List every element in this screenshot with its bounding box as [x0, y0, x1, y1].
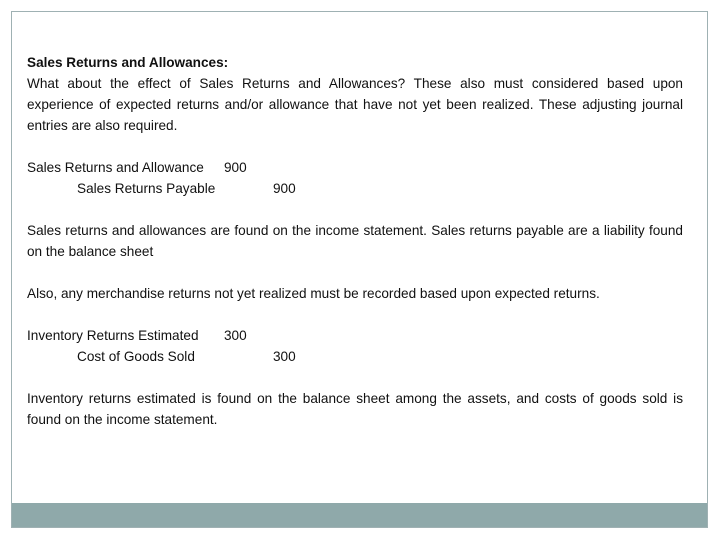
intro-paragraph: What about the effect of Sales Returns and Allowances? These also must considered based upon experience of expected returns and/or allowance that have not yet been realized. These adjusting journal entries are also required. [27, 76, 683, 133]
credit-account: Cost of Goods Sold [77, 349, 195, 364]
balance-paragraph: Sales returns and allowances are found on the income statement. Sales returns payable are a liability found on the balance sheet [27, 223, 683, 259]
inventory-paragraph: Inventory returns estimated is found on the balance sheet among the assets, and costs of goods sold is found on the income statement. [27, 391, 683, 427]
slide-content [27, 52, 683, 430]
debit-amount: 900 [224, 160, 247, 175]
credit-amount: 900 [273, 181, 296, 196]
credit-amount: 300 [273, 349, 296, 364]
credit-account: Sales Returns Payable [77, 181, 216, 196]
debit-account: Inventory Returns Estimated [27, 328, 199, 343]
section-heading: Sales Returns and Allowances: [27, 55, 229, 70]
journal-entry-2-credit [27, 346, 683, 367]
debit-account: Sales Returns and Allowance [27, 160, 204, 175]
debit-amount: 300 [224, 328, 247, 343]
journal-entry-1-debit [27, 157, 683, 178]
journal-entry-2-debit [27, 325, 683, 346]
merchandise-paragraph: Also, any merchandise returns not yet realized must be recorded based upon expected returns. [27, 286, 600, 301]
footer-bar [12, 503, 707, 527]
journal-entry-1-credit [27, 178, 683, 199]
